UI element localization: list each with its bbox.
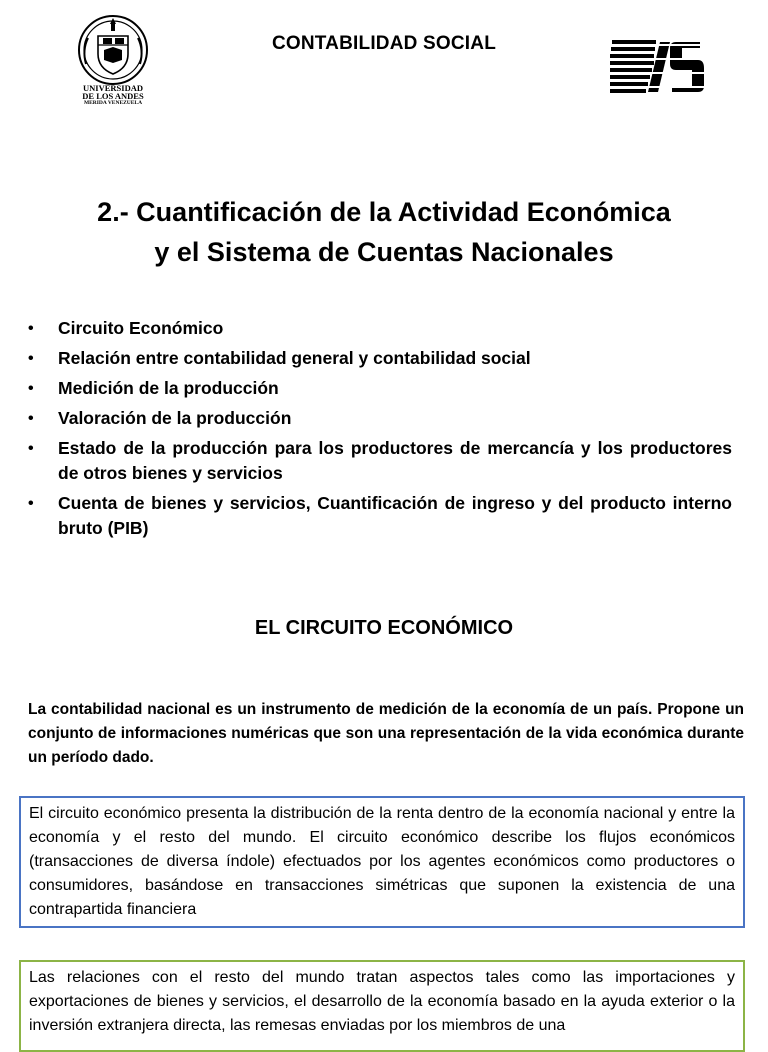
external-relations-box: Las relaciones con el resto del mundo tratan aspectos tales como las importaciones y exportaciones de bienes y servicios, el desarrollo de la economía basado en la ayuda exterior o la inversión extranjera directa, las remesas enviadas por los miembros de una — [19, 960, 745, 1052]
ula-logo-line3: MERIDA VENEZUELA — [83, 100, 143, 106]
page-title-line2: y el Sistema de Cuentas Nacionales — [154, 237, 614, 267]
ula-logo-line1: UNIVERSIDAD — [83, 83, 143, 93]
bullet-icon: • — [28, 410, 34, 427]
bullet-icon: • — [28, 495, 34, 512]
circuit-description-box: El circuito económico presenta la distribución de la renta dentro de la economía nacional y entre la economía y el resto del mundo. El circuito económico describe los flujos económicos (transacciones de diversa índole) efectuados por los agentes económicos como productores o consumidores, basándose en transacciones simétricas que suponen la existencia de una contrapartida financiera — [19, 796, 745, 928]
topic-item — [28, 346, 732, 371]
bullet-icon: • — [28, 380, 34, 397]
topic-text: Cuenta de bienes y servicios, Cuantificación de ingreso y del producto interno bruto (PIB) — [58, 493, 732, 538]
section-title: EL CIRCUITO ECONÓMICO — [254, 617, 514, 639]
topic-text: Relación entre contabilidad general y contabilidad social — [58, 348, 531, 368]
bullet-icon: • — [28, 320, 34, 337]
topic-item — [28, 436, 732, 486]
header-title: CONTABILIDAD SOCIAL — [271, 33, 497, 54]
page-title-line1: 2.- Cuantificación de la Actividad Económica — [97, 197, 671, 227]
ies-logo — [608, 36, 704, 98]
bullet-icon: • — [28, 350, 34, 367]
ula-logo — [74, 14, 152, 108]
topic-item — [28, 376, 732, 401]
topics-list — [28, 316, 732, 546]
bullet-icon: • — [28, 440, 34, 457]
topic-text: Circuito Económico — [58, 318, 224, 338]
topic-item — [28, 316, 732, 341]
ies-logo-icon — [608, 36, 704, 98]
topic-text: Medición de la producción — [58, 378, 279, 398]
ula-logo-line2: DE LOS ANDES — [82, 91, 144, 101]
topic-item — [28, 491, 732, 541]
topic-text: Estado de la producción para los productores de mercancía y los productores de otros bienes y servicios — [58, 438, 732, 483]
page-title — [40, 192, 728, 272]
topic-item — [28, 406, 732, 431]
topic-text: Valoración de la producción — [58, 408, 292, 428]
intro-paragraph: La contabilidad nacional es un instrumento de medición de la economía de un país. Propone un conjunto de informaciones numéricas que son una representación de la vida económica durante un período dado. — [28, 701, 744, 766]
